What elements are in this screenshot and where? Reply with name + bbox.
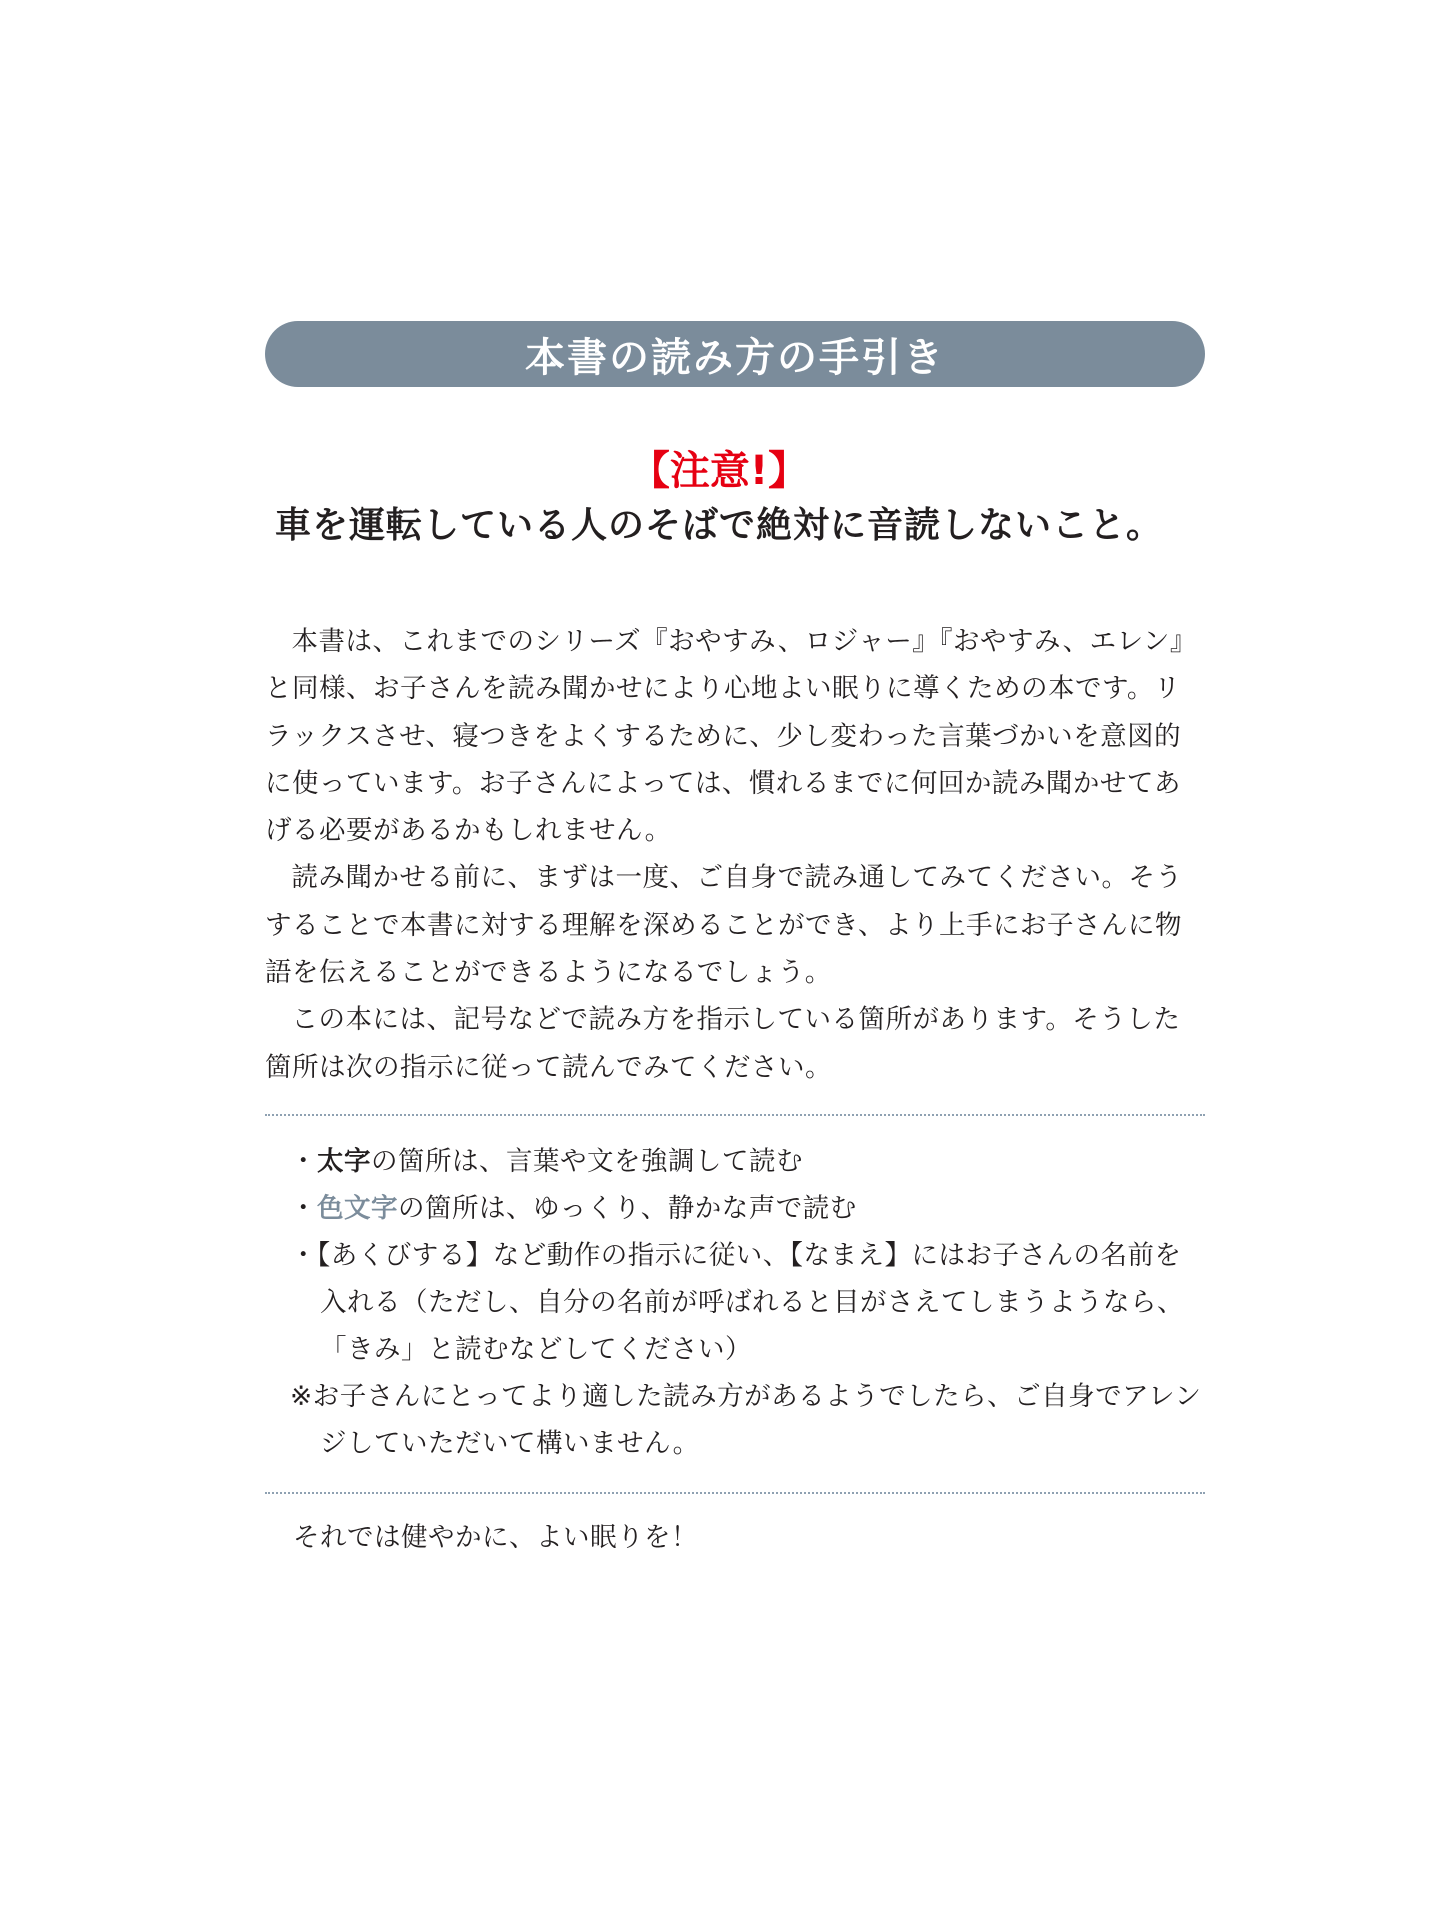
bold-sample: 太字 xyxy=(317,1146,371,1177)
guide-item-color xyxy=(290,1185,1205,1232)
title-banner xyxy=(265,321,1205,387)
guide-item-text: 【あくびする】など動作の指示に従い、【なまえ】にはお子さんの名前を入れる（ただし、自分の名前が呼ばれると目がさえてしまうようなら、「きみ」と読むなどしてください） xyxy=(317,1240,1184,1365)
guide-note: ※お子さんにとってより適した読み方があるようでしたら、ご自身でアレンジしていただいて構いません。 xyxy=(290,1381,1202,1459)
caution-text: 車を運転している人のそばで絶対に音読しないこと。 xyxy=(274,505,1163,546)
intro-paragraph: この本には、記号などで読み方を指示している箇所があります。そうした箇所は次の指示に従って読んでみてください。 xyxy=(265,1004,1181,1083)
bullet: ・ xyxy=(290,1146,317,1177)
closing-text: それでは健やかに、よい眠りを！ xyxy=(293,1522,698,1553)
bullet: ・ xyxy=(290,1193,317,1224)
intro-paragraph: 読み聞かせる前に、まずは一度、ご自身で読み通してみてください。そうすることで本書に対する理解を深めることができ、より上手にお子さんに物語を伝えることができるようになるでしょう。 xyxy=(265,862,1183,989)
divider-top xyxy=(265,1114,1205,1116)
intro-section xyxy=(265,618,1205,1091)
reading-guide xyxy=(290,1138,1205,1467)
guide-item-text: の箇所は、言葉や文を強調して読む xyxy=(371,1146,803,1177)
divider-bottom xyxy=(265,1492,1205,1494)
guide-item-bold xyxy=(290,1138,1205,1185)
color-sample: 色文字 xyxy=(317,1193,398,1224)
page-title: 本書の読み方の手引き xyxy=(525,334,945,381)
intro-paragraph: 本書は、これまでのシリーズ『おやすみ、ロジャー』『おやすみ、エレン』と同様、お子さんを読み聞かせにより心地よい眠りに導くための本です。リラックスさせ、寝つきをよくするために、少し変わった言葉づかいを意図的に使っています。お子さんによっては、慣れるまでに何回か読み聞かせてあげる必要があるかもしれません。 xyxy=(265,626,1197,847)
guide-item-action xyxy=(290,1232,1205,1373)
guide-item-text: の箇所は、ゆっくり、静かな声で読む xyxy=(398,1193,857,1224)
caution-label: 【注意!】 xyxy=(629,448,809,494)
bullet: ・ xyxy=(290,1240,317,1271)
